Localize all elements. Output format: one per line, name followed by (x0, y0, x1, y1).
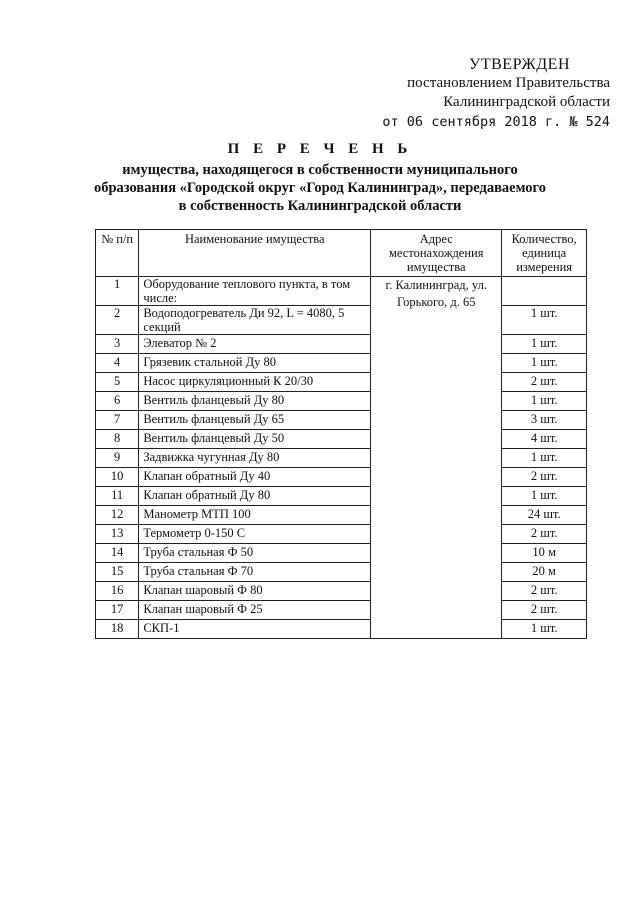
row-number: 12 (96, 506, 139, 525)
approval-block (360, 56, 610, 132)
row-number: 11 (96, 487, 139, 506)
property-table (95, 229, 587, 639)
row-quantity: 2 шт. (502, 468, 587, 487)
row-number: 1 (96, 277, 139, 306)
table-row (96, 525, 587, 544)
table-row (96, 306, 587, 335)
document-title: П Е Р Е Ч Е Н Ь (227, 141, 413, 157)
row-item-name: Клапан обратный Ду 40 (139, 468, 371, 487)
row-quantity: 10 м (502, 544, 587, 563)
row-quantity: 4 шт. (502, 430, 587, 449)
row-number: 16 (96, 582, 139, 601)
row-number: 9 (96, 449, 139, 468)
row-item-name: Клапан шаровый Ф 25 (139, 601, 371, 620)
row-quantity: 1 шт. (502, 335, 587, 354)
row-quantity: 1 шт. (502, 487, 587, 506)
table-row (96, 373, 587, 392)
row-item-name: Оборудование теплового пункта, в том числе: (139, 277, 371, 306)
row-number: 13 (96, 525, 139, 544)
row-quantity: 3 шт. (502, 411, 587, 430)
row-number: 5 (96, 373, 139, 392)
heading-line-1: имущества, находящегося в собственности муниципального (122, 162, 518, 178)
row-item-name: СКП-1 (139, 620, 371, 639)
row-item-name: Грязевик стальной Ду 80 (139, 354, 371, 373)
table-row (96, 411, 587, 430)
row-item-name: Клапан шаровый Ф 80 (139, 582, 371, 601)
approval-line-1: постановлением Правительства (407, 75, 610, 91)
heading-line-2: образования «Городской округ «Город Калининград», передаваемого (93, 180, 547, 196)
row-quantity: 2 шт. (502, 582, 587, 601)
table-row (96, 563, 587, 582)
table-row (96, 430, 587, 449)
table-row (96, 620, 587, 639)
row-quantity: 1 шт. (502, 354, 587, 373)
approval-title: УТВЕРЖДЕН (469, 56, 570, 73)
table-row (96, 335, 587, 354)
table-row (96, 544, 587, 563)
approval-date: от 06 сентября 2018 г. № 524 (382, 114, 610, 130)
row-address: г. Калининград, ул. Горького, д. 65 (371, 277, 502, 639)
row-item-name: Элеватор № 2 (139, 335, 371, 354)
table-row (96, 582, 587, 601)
row-item-name: Вентиль фланцевый Ду 65 (139, 411, 371, 430)
row-number: 17 (96, 601, 139, 620)
row-number: 8 (96, 430, 139, 449)
approval-line-2: Калининградской области (443, 94, 610, 110)
heading-line-3: в собственность Калининградской области (178, 198, 462, 214)
row-item-name: Труба стальная Ф 50 (139, 544, 371, 563)
table-row (96, 449, 587, 468)
table-row (96, 601, 587, 620)
row-number: 4 (96, 354, 139, 373)
table-row (96, 487, 587, 506)
row-quantity: 2 шт. (502, 525, 587, 544)
row-number: 14 (96, 544, 139, 563)
table-row (96, 468, 587, 487)
row-quantity: 1 шт. (502, 449, 587, 468)
row-item-name: Вентиль фланцевый Ду 80 (139, 392, 371, 411)
document-heading (90, 141, 550, 215)
row-quantity: 20 м (502, 563, 587, 582)
header-quantity: Количество, единица измерения (502, 230, 587, 277)
table-row (96, 277, 587, 306)
row-item-name: Насос циркуляционный К 20/30 (139, 373, 371, 392)
row-quantity (502, 277, 587, 306)
row-number: 10 (96, 468, 139, 487)
row-number: 7 (96, 411, 139, 430)
row-item-name: Водоподогреватель Ди 92, L = 4080, 5 секций (139, 306, 371, 335)
row-quantity: 24 шт. (502, 506, 587, 525)
row-number: 2 (96, 306, 139, 335)
table-row (96, 506, 587, 525)
row-number: 6 (96, 392, 139, 411)
row-quantity: 1 шт. (502, 620, 587, 639)
table-body (96, 277, 587, 639)
row-item-name: Задвижка чугунная Ду 80 (139, 449, 371, 468)
row-item-name: Труба стальная Ф 70 (139, 563, 371, 582)
header-num: № п/п (96, 230, 139, 277)
header-address: Адрес местонахождения имущества (371, 230, 502, 277)
header-name: Наименование имущества (139, 230, 371, 277)
row-number: 15 (96, 563, 139, 582)
row-item-name: Вентиль фланцевый Ду 50 (139, 430, 371, 449)
row-quantity: 2 шт. (502, 373, 587, 392)
row-number: 3 (96, 335, 139, 354)
table-header-row (96, 230, 587, 277)
row-item-name: Термометр 0-150 С (139, 525, 371, 544)
row-number: 18 (96, 620, 139, 639)
row-quantity: 2 шт. (502, 601, 587, 620)
row-quantity: 1 шт. (502, 306, 587, 335)
table-row (96, 354, 587, 373)
row-quantity: 1 шт. (502, 392, 587, 411)
table-row (96, 392, 587, 411)
row-item-name: Клапан обратный Ду 80 (139, 487, 371, 506)
row-item-name: Манометр МТП 100 (139, 506, 371, 525)
